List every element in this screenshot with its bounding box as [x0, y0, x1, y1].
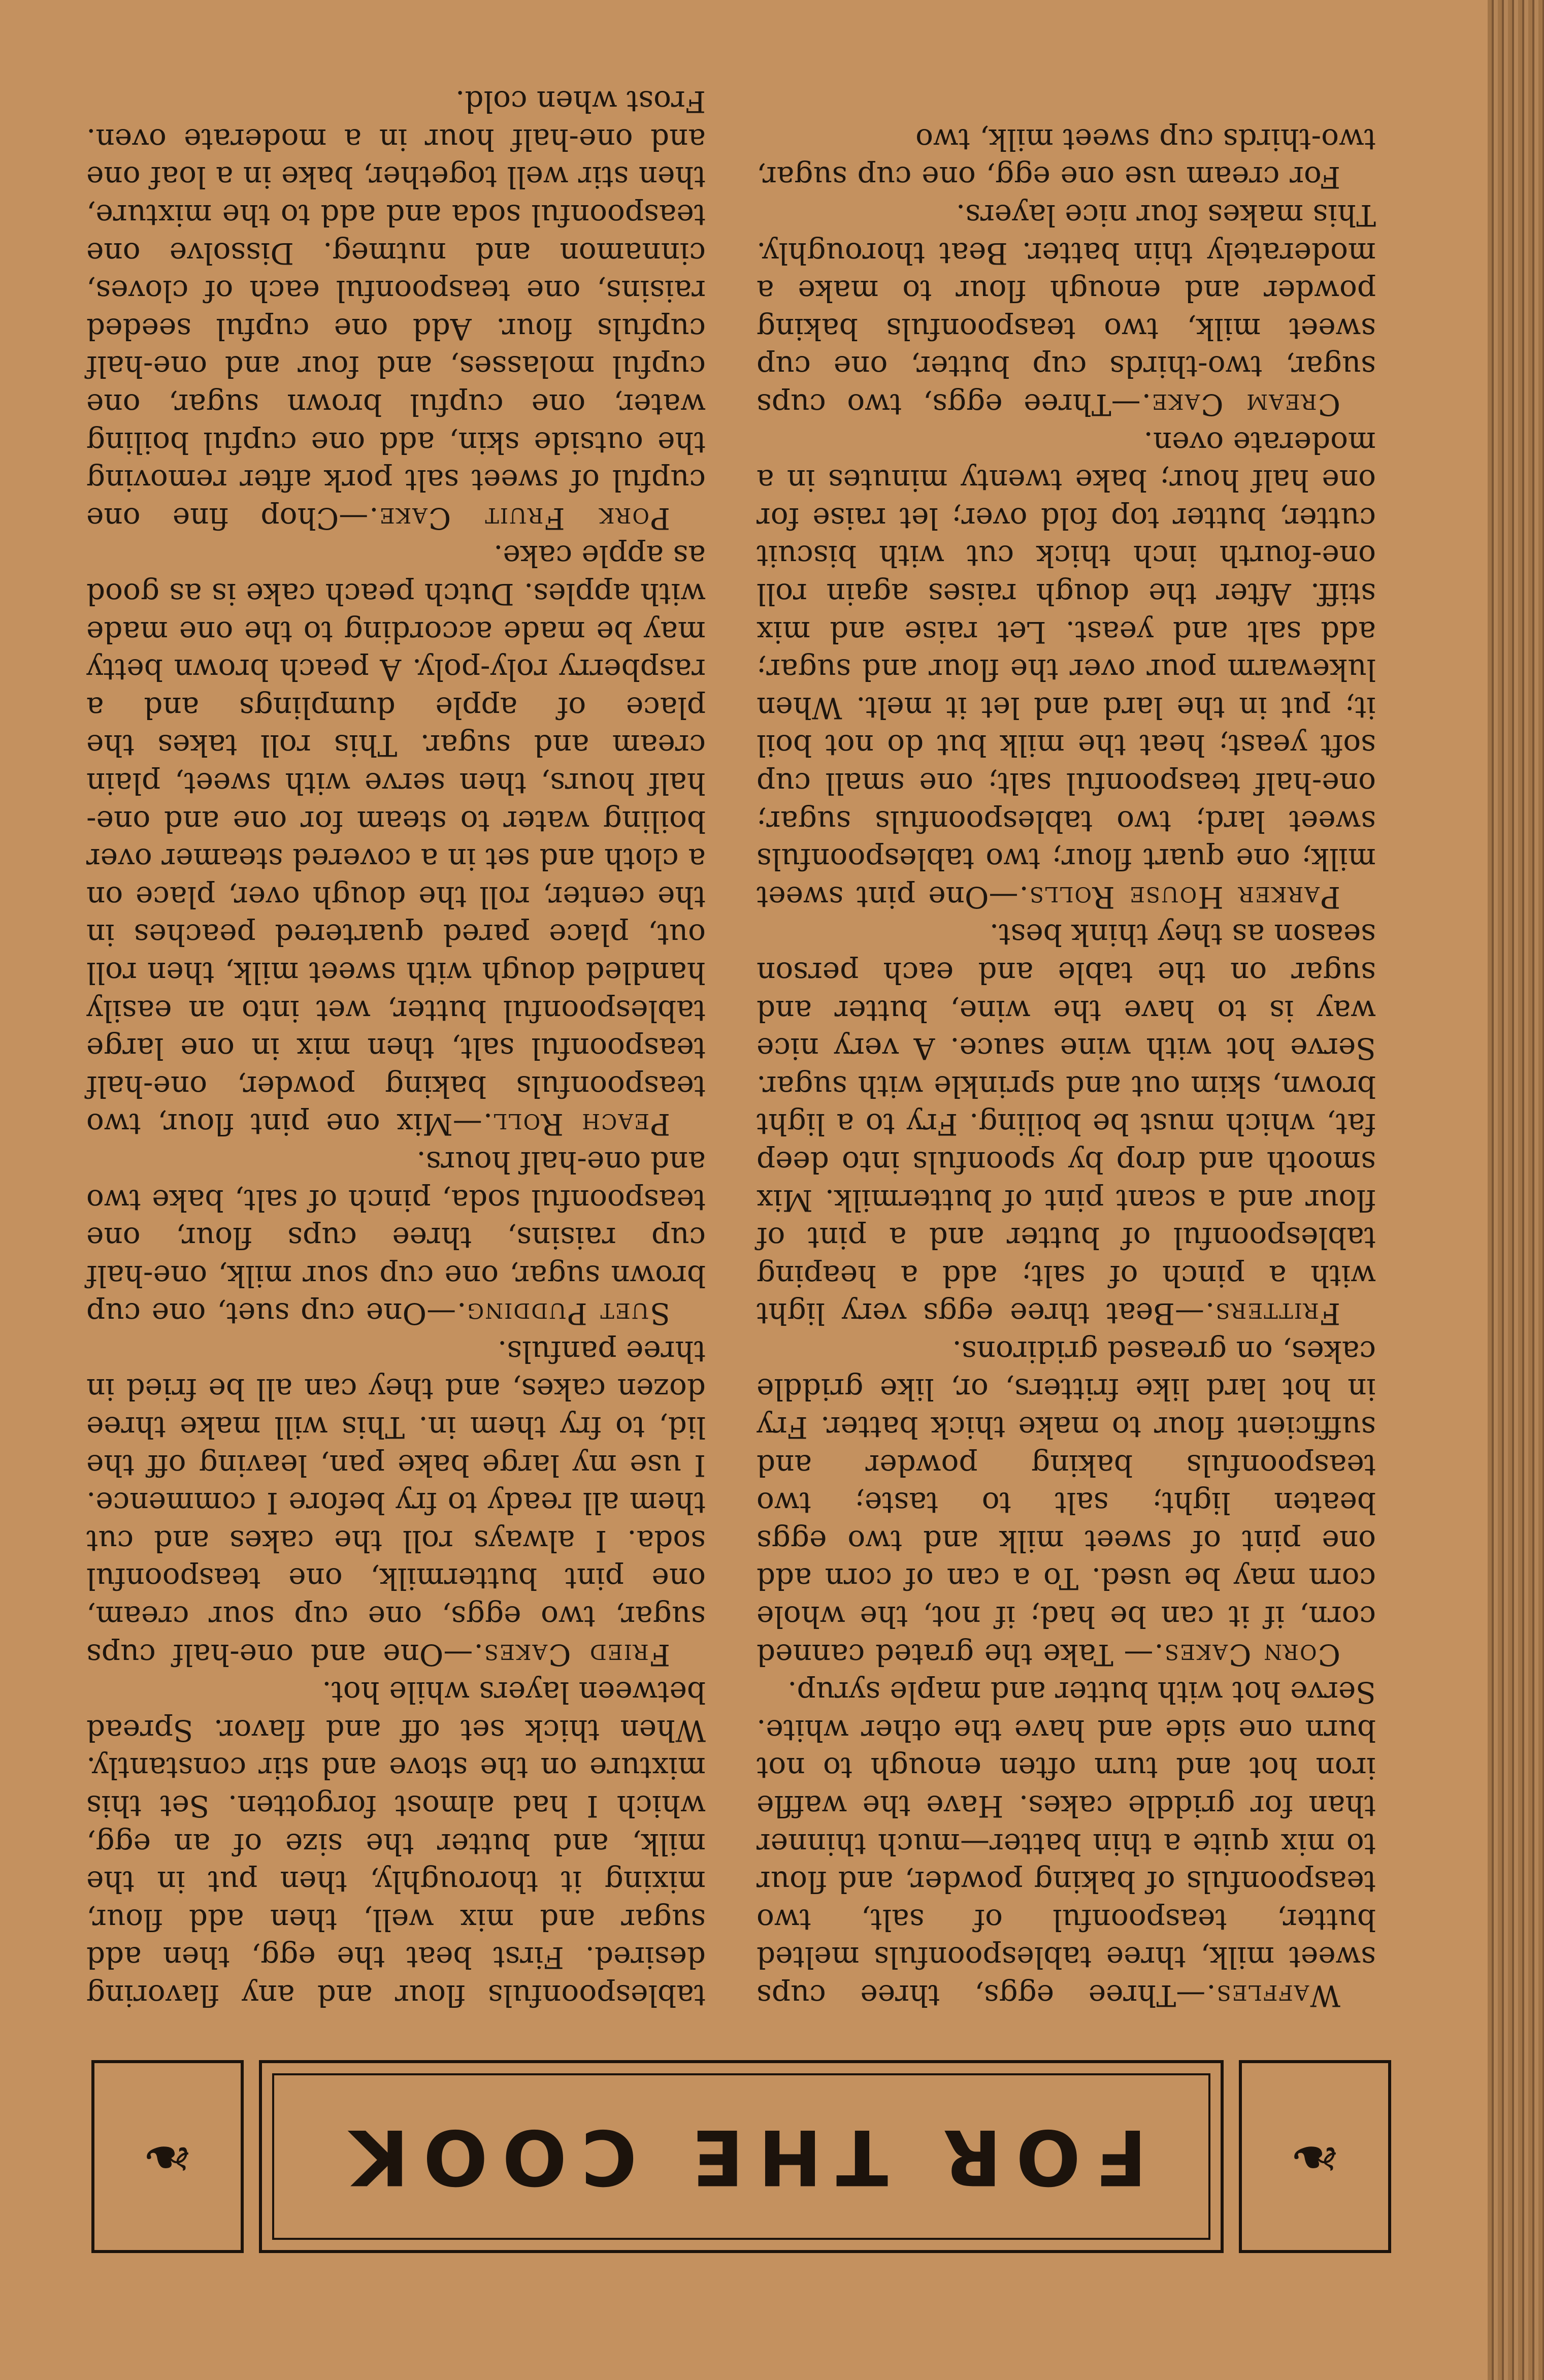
recipe-text: —One pint sweet milk; one quart flour; two tablespoonfuls sweet lard; two tablespoonfuls sugar; one-half teaspoonful salt; one small cup soft yeast; heat the milk but do not boil it; put in the lard and let it melt. When lukewarm pour over the flour and sugar; add salt and yeast. Let raise and mix stiff. After the dough raises again roll one-fourth inch thick cut with biscuit cutter, butter top fold over; let raise for one half hour; bake twenty minutes in a moderate oven.: [757, 425, 1376, 915]
recipe-parker-house-rolls: [757, 423, 1376, 916]
recipe-text: tablespoonfuls flour and any flavoring desired. First beat the egg, then add sugar and mix well, then add flour, mixing it thoroughly, then put in the milk, and butter the size of an egg, which I had almost forgotten. Set this mixture on the stove and stir constantly. When thick set off and flavor. Spread between layers while hot.: [86, 1675, 706, 2013]
recipe-heading: Pork Fruit Cake.: [368, 501, 670, 536]
recipe-cream-filling: [757, 120, 1376, 196]
recipe-cream-filling-continued: [86, 1674, 706, 2014]
recipe-heading: Fried Cakes.: [473, 1637, 670, 1672]
fleuron-icon: ❧: [1289, 2122, 1341, 2192]
recipe-heading: Suet Pudding.: [456, 1296, 670, 1331]
recipe-text: —One cup suet, one cup brown sugar, one cup sour milk, one-half cup raisins, three cups flour, one teaspoonful soda, pinch of salt, bake two and one-half hours.: [86, 1145, 706, 1331]
recipe-text: —Beat three eggs very light with a pinch of salt; add a heaping tablespoonful of butter and a pint of flour and a scant pint of buttermilk. Mix smooth and drop by spoonfuls into deep fat, which must be boiling. Fry to a light brown, skim out and sprinkle with sugar. Serve hot with wine sauce. A very nice way is to have the wine, butter and sugar on the table and each person season as they think best.: [757, 918, 1376, 1331]
page-stack-edge: [1488, 0, 1544, 2380]
recipe-text: —Mix one pint flour, two teaspoonfuls baking powder, one-half teaspoonful salt, then mix in one large tablespoonful butter, wet into an easily handled dough with sweet milk, then roll out, place pared quartered peaches in the center, roll the dough over, place on a cloth and set in a covered steamer over boiling water to steam for one and one-half hours, then serve with sweet, plain cream and sugar. This roll takes the place of apple dumplings and a raspberry roly-poly. A peach brown betty may be made according to the one made with apples. Dutch peach cake is as good as apple cake.: [86, 539, 706, 1142]
recipe-text: — Take the grated canned corn, if it can be had; if not, the whole corn may be used. To a can of corn add one pint of sweet milk and two eggs beaten light; salt to taste; two teaspoonfuls baking powder and sufficient flour to make thick batter. Fry in hot lard like fritters, or, like griddle cakes, on greased gridirons.: [757, 1334, 1376, 1672]
recipe-heading: Waffles.: [1205, 1978, 1340, 2013]
ornament-box-left: [1239, 2060, 1391, 2253]
recipe-heading: Fritters.: [1204, 1296, 1340, 1331]
recipe-fried-cakes: [86, 1332, 706, 1673]
ornament-box-right: [91, 2060, 244, 2253]
recipe-column-left: [757, 120, 1376, 2014]
recipe-waffles: [757, 1674, 1376, 2014]
recipe-text: —One and one-half cups sugar, two eggs, one cup sour cream, one pint buttermilk, one teaspoonful soda. I always roll the cakes and cut them all ready to fry before I commence. I use my large bake pan, leaving off the lid, to fry them in. This will make three dozen cakes, and they can all be fried in three panfuls.: [86, 1334, 706, 1672]
recipe-corn-cakes: [757, 1332, 1376, 1673]
recipe-fritters: [757, 916, 1376, 1333]
recipe-text: —Three eggs, three cups sweet milk, three tablespoonfuls melted butter, teaspoonful of salt, two teaspoonfuls of baking powder, and flour to mix quite a thin batter—much thinner than for griddle cakes. Have the waffle iron hot and turn often enough to not burn one side and have the other white. Serve hot with butter and maple syrup.: [757, 1675, 1376, 2013]
page-title: FOR THE COOK: [336, 2112, 1147, 2201]
title-box: [259, 2060, 1224, 2253]
recipe-text: —Chop fine one cupful of sweet salt pork after removing the outside skin, add one cupful boiling water, one cupful brown sugar, one cupful molasses, and four and one-half cupfuls flour. Add one cupful seeded raisins, one teaspoonful each of cloves, cinnamon and nutmeg. Dissolve one teaspoonful soda and add to the mixture, then stir well together, bake in a loaf one and one-half hour in a moderate oven. Frost when cold.: [86, 84, 706, 536]
page-header: [91, 2060, 1391, 2253]
recipe-heading: Peach Roll.: [482, 1107, 670, 1142]
recipe-column-right: [86, 83, 706, 2014]
recipe-text: —Three eggs, two cups sugar, two-thirds cup butter, one cup sweet milk, two teaspoonfuls baking powder and enough flour to make a moderately thin batter. Beat thoroughly. This makes four nice layers.: [756, 198, 1376, 422]
recipe-heading: Parker House Rolls.: [1018, 879, 1340, 915]
recipe-pork-fruit-cake: [86, 83, 706, 537]
recipe-suet-pudding: [86, 1143, 706, 1332]
recipe-peach-roll: [86, 537, 706, 1144]
recipe-cream-cake: [757, 197, 1376, 424]
fleuron-icon: ❧: [142, 2122, 193, 2192]
recipe-text: For cream use one egg, one cup sugar, two-thirds cup sweet milk, two: [757, 122, 1376, 195]
recipe-heading: Corn Cakes.: [1153, 1637, 1340, 1672]
recipe-heading: Cream Cake.: [1140, 387, 1340, 422]
